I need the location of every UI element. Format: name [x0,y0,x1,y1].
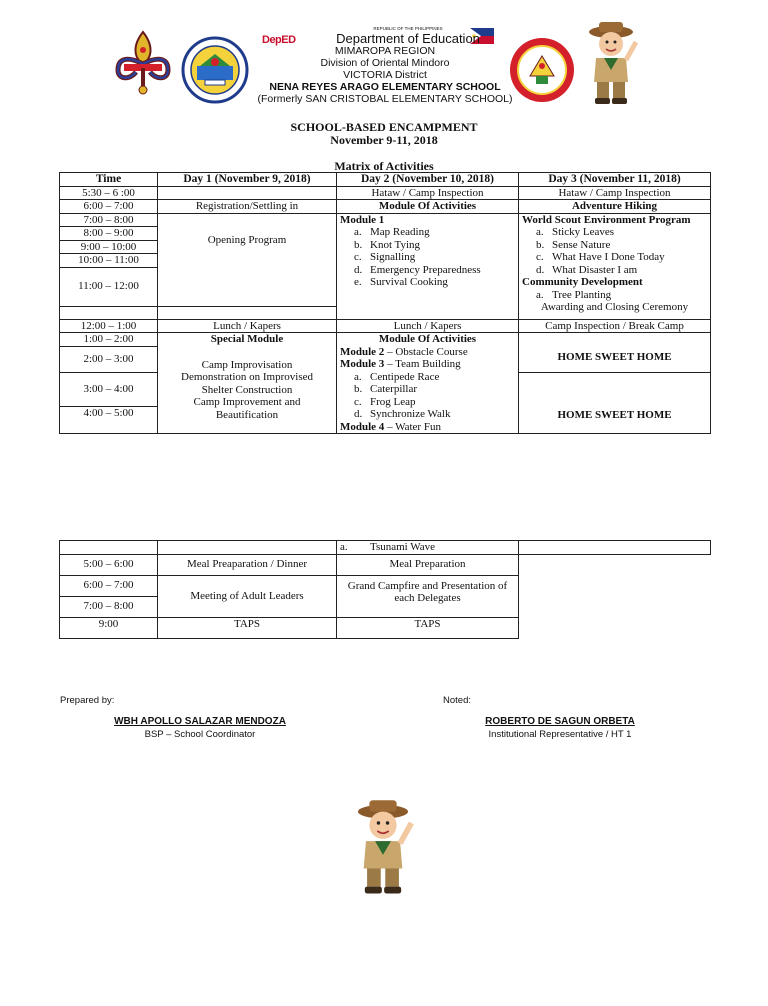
prepared-by-name: WBH APOLLO SALAZAR MENDOZA [114,716,286,727]
noted-name: ROBERTO DE SAGUN ORBETA [485,716,635,727]
special-line: Demonstration on Improvised [181,371,313,383]
special-line: Shelter Construction [201,383,293,396]
time-cell: 2:00 – 3:00 [60,346,158,372]
header-day2: Day 2 (November 10, 2018) [337,173,519,187]
table-row [60,319,711,333]
special-line: Beautification [215,408,279,421]
day3-break-camp: Camp Inspection / Break Camp [519,319,711,333]
wsep-list [522,226,707,276]
table-row [60,213,711,227]
module1-label: Module 1 [340,213,385,226]
day3-program-cell [519,213,711,319]
deped-logo-text: DepED [262,34,296,46]
day2-tsunami-cell: a. Tsunami Wave [337,541,519,555]
time-cell: 5:30 – 6 :00 [60,186,158,200]
day1-empty-cell [158,186,337,200]
day2-module-activities: Module Of Activities [337,200,519,214]
module1-list [340,226,515,289]
time-cell: 1:00 – 2:00 [60,333,158,347]
time-cell: 6:00 – 7:00 [60,575,158,596]
noted-title: Institutional Representative / HT 1 [488,729,632,740]
prepared-by-title: BSP – School Coordinator [144,729,256,740]
list-item: c. What Have I Done Today [536,251,665,263]
activities-matrix-table [59,172,711,434]
list-item: a. Tree Planting [536,288,612,301]
module4-line: Module 4 – Water Fun [340,420,441,433]
day2-module1-cell [337,213,519,319]
district-line: VICTORIA District [343,69,427,81]
day1-empty-cell [158,541,337,555]
list-item: a. Map Reading [354,226,430,238]
time-cell: 12:00 – 1:00 [60,319,158,333]
activities-matrix-continued-table [59,540,711,639]
table-row [60,200,711,214]
day1-taps: TAPS [158,617,337,638]
formerly-line: (Formerly SAN CRISTOBAL ELEMENTARY SCHOOL) [257,93,513,105]
list-item: b. Knot Tying [354,238,421,251]
day2-hataw: Hataw / Camp Inspection [337,186,519,200]
region-line: MIMAROPA REGION [334,45,436,57]
prepared-by-label: Prepared by: [60,695,115,706]
day3-empty-cell [519,541,711,555]
list-item: d. Synchronize Walk [354,408,451,420]
day3-blank-cell [519,554,711,638]
module2-line: Module 2 – Obstacle Course [340,345,468,358]
header-day3: Day 3 (November 11, 2018) [519,173,711,187]
day1-empty-cell [60,306,158,319]
day3-home-sweet-home-1: HOME SWEET HOME [519,333,711,373]
bsp-emblem-logo [112,28,174,100]
table-row [60,541,711,555]
division-line: Division of Oriental Mindoro [320,57,450,69]
time-cell: 3:00 – 4:00 [60,372,158,407]
list-item: d. Emergency Preparedness [354,263,481,276]
header-day1: Day 1 (November 9, 2018) [158,173,337,187]
community-list [522,289,707,302]
special-line: Camp Improvisation [201,358,293,371]
list-item: c. Frog Leap [354,395,416,408]
noted-block [440,716,680,740]
day3-adventure-hiking: Adventure Hiking [519,200,711,214]
list-item: c. Signalling [354,251,416,263]
time-cell: 5:00 – 6:00 [60,554,158,575]
prepared-by-block [80,716,320,740]
list-item: b. Sense Nature [536,238,611,251]
module3-line: Module 3 – Team Building [340,358,461,370]
day1-meal-prep: Meal Preaparation / Dinner [158,554,337,575]
day1-special-module-cell [158,333,337,434]
noted-label: Noted: [443,695,471,706]
day1-registration: Registration/Settling in [158,200,337,214]
time-empty-cell [60,541,158,555]
special-module-label: Special Module [210,333,284,345]
document-title: SCHOOL-BASED ENCAMPMENT [290,120,478,134]
day1-adult-leaders: Meeting of Adult Leaders [158,575,337,617]
day1-lunch: Lunch / Kapers [158,319,337,333]
department-title: Department of Education [336,31,480,46]
day2-lunch: Lunch / Kapers [337,319,519,333]
time-cell: 7:00 – 8:00 [60,213,158,227]
table-header-row [60,173,711,187]
wsep-label: World Scout Environment Program [522,213,691,226]
day3-home-sweet-home-2: HOME SWEET HOME [519,372,711,434]
day2-taps: TAPS [337,617,519,638]
special-line: Camp Improvement and [193,396,301,408]
day1-opening-program: Opening Program [158,213,337,306]
list-item: d. What Disaster I am [536,263,638,276]
time-cell: 8:00 – 9:00 [60,227,158,241]
day3-hataw: Hataw / Camp Inspection [519,186,711,200]
document-dates: November 9-11, 2018 [330,133,438,147]
republic-line: REPUBLIC OF THE PHILIPPINES [373,26,443,31]
time-cell: 6:00 – 7:00 [60,200,158,214]
module3-list [340,371,515,421]
time-cell: 7:00 – 8:00 [60,596,158,617]
scout-mascot-bottom-image [350,798,416,898]
matrix-title: Matrix of Activities [334,159,434,173]
day2-afternoon-cell [337,333,519,434]
time-cell: 9:00 – 10:00 [60,240,158,254]
division-seal-logo [180,36,250,104]
table-row [60,554,711,575]
letterhead [250,26,520,105]
list-item: a. Sticky Leaves [536,226,615,238]
time-cell: 9:00 [60,617,158,638]
day2-meal-prep: Meal Preparation [337,554,519,575]
day2-grand-campfire: Grand Campfire and Presentation of each Delegates [337,575,519,617]
scout-mascot-image [582,20,640,108]
time-cell: 11:00 – 12:00 [60,267,158,306]
list-item: a. Centipede Race [354,370,440,383]
time-cell: 4:00 – 5:00 [60,407,158,434]
table-row [60,186,711,200]
table-row [60,333,711,347]
awarding-label: Awarding and Closing Ceremony [540,301,689,313]
tsunami-wave-label: Tsunami Wave [370,541,436,553]
list-item: e. Survival Cooking [354,276,448,288]
module-activities-label: Module Of Activities [378,333,477,345]
list-item: b. Caterpillar [354,383,418,395]
header-time: Time [60,173,158,187]
time-cell: 10:00 – 11:00 [60,254,158,268]
community-label: Community Development [522,276,643,288]
school-name: NENA REYES ARAGO ELEMENTARY SCHOOL [269,81,501,93]
